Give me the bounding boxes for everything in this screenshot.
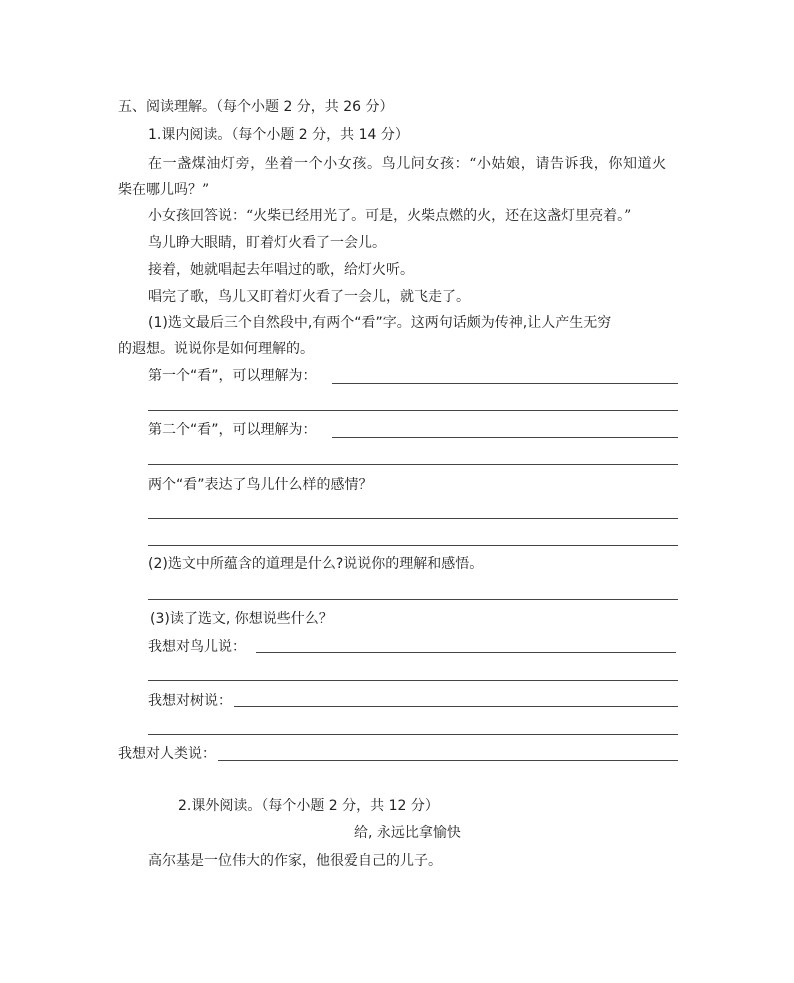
- answer-line[interactable]: [148, 599, 678, 600]
- answer-label-tree: 我想对树说：: [148, 693, 232, 709]
- answer-line[interactable]: [148, 410, 678, 411]
- answer-line[interactable]: [148, 680, 678, 681]
- passage-line: 唱完了歌，鸟儿又盯着灯火看了一会儿，就飞走了。: [148, 289, 470, 305]
- answer-line[interactable]: [234, 706, 678, 707]
- answer-line[interactable]: [148, 464, 678, 465]
- answer-label-human: 我想对人类说：: [118, 746, 216, 762]
- answer-line[interactable]: [148, 518, 678, 519]
- answer-line[interactable]: [148, 545, 678, 546]
- answer-line[interactable]: [332, 383, 678, 384]
- question-3-text: (3)读了选文, 你想说些什么？: [150, 611, 333, 627]
- answer-label-second-look: 第二个“看”，可以理解为：: [148, 422, 317, 438]
- part2-passage-line: 高尔基是一位伟大的作家，他很爱自己的儿子。: [148, 853, 442, 869]
- section-heading: 五、阅读理解。（每个小题 2 分，共 26 分）: [118, 99, 394, 115]
- answer-line[interactable]: [256, 652, 676, 653]
- answer-label-first-look: 第一个“看”，可以理解为：: [148, 368, 317, 384]
- question-2-text: (2)选文中所蕴含的道理是什么?说说你的理解和感悟。: [148, 556, 484, 572]
- part1-heading: 1.课内阅读。（每个小题 2 分，共 14 分）: [148, 127, 409, 143]
- answer-line[interactable]: [148, 734, 678, 735]
- answer-line[interactable]: [218, 760, 678, 761]
- answer-line[interactable]: [332, 437, 678, 438]
- passage-line: 鸟儿睁大眼睛，盯着灯火看了一会儿。: [148, 235, 386, 251]
- part2-heading: 2.课外阅读。（每个小题 2 分，共 12 分）: [178, 798, 439, 814]
- passage-line: 在一盏煤油灯旁，坐着一个小女孩。鸟儿问女孩：“小姑娘，请告诉我，你知道火: [148, 156, 667, 172]
- passage-line: 接着，她就唱起去年唱过的歌，给灯火听。: [148, 262, 414, 278]
- passage-line: 柴在哪儿吗？”: [118, 182, 210, 198]
- passage-line: 小女孩回答说：“火柴已经用光了。可是，火柴点燃的火，还在这盏灯里亮着。”: [148, 208, 632, 224]
- question-1-feeling: 两个“看”表达了鸟儿什么样的感情？: [148, 477, 373, 493]
- question-1-text: (1)选文最后三个自然段中,有两个“看”字。这两句话颇为传神,让人产生无穷: [148, 315, 612, 331]
- answer-label-bird: 我想对鸟儿说：: [148, 639, 246, 655]
- question-1-text: 的遐想。说说你是如何理解的。: [118, 341, 314, 357]
- part2-title: 给, 永远比拿愉快: [354, 825, 461, 841]
